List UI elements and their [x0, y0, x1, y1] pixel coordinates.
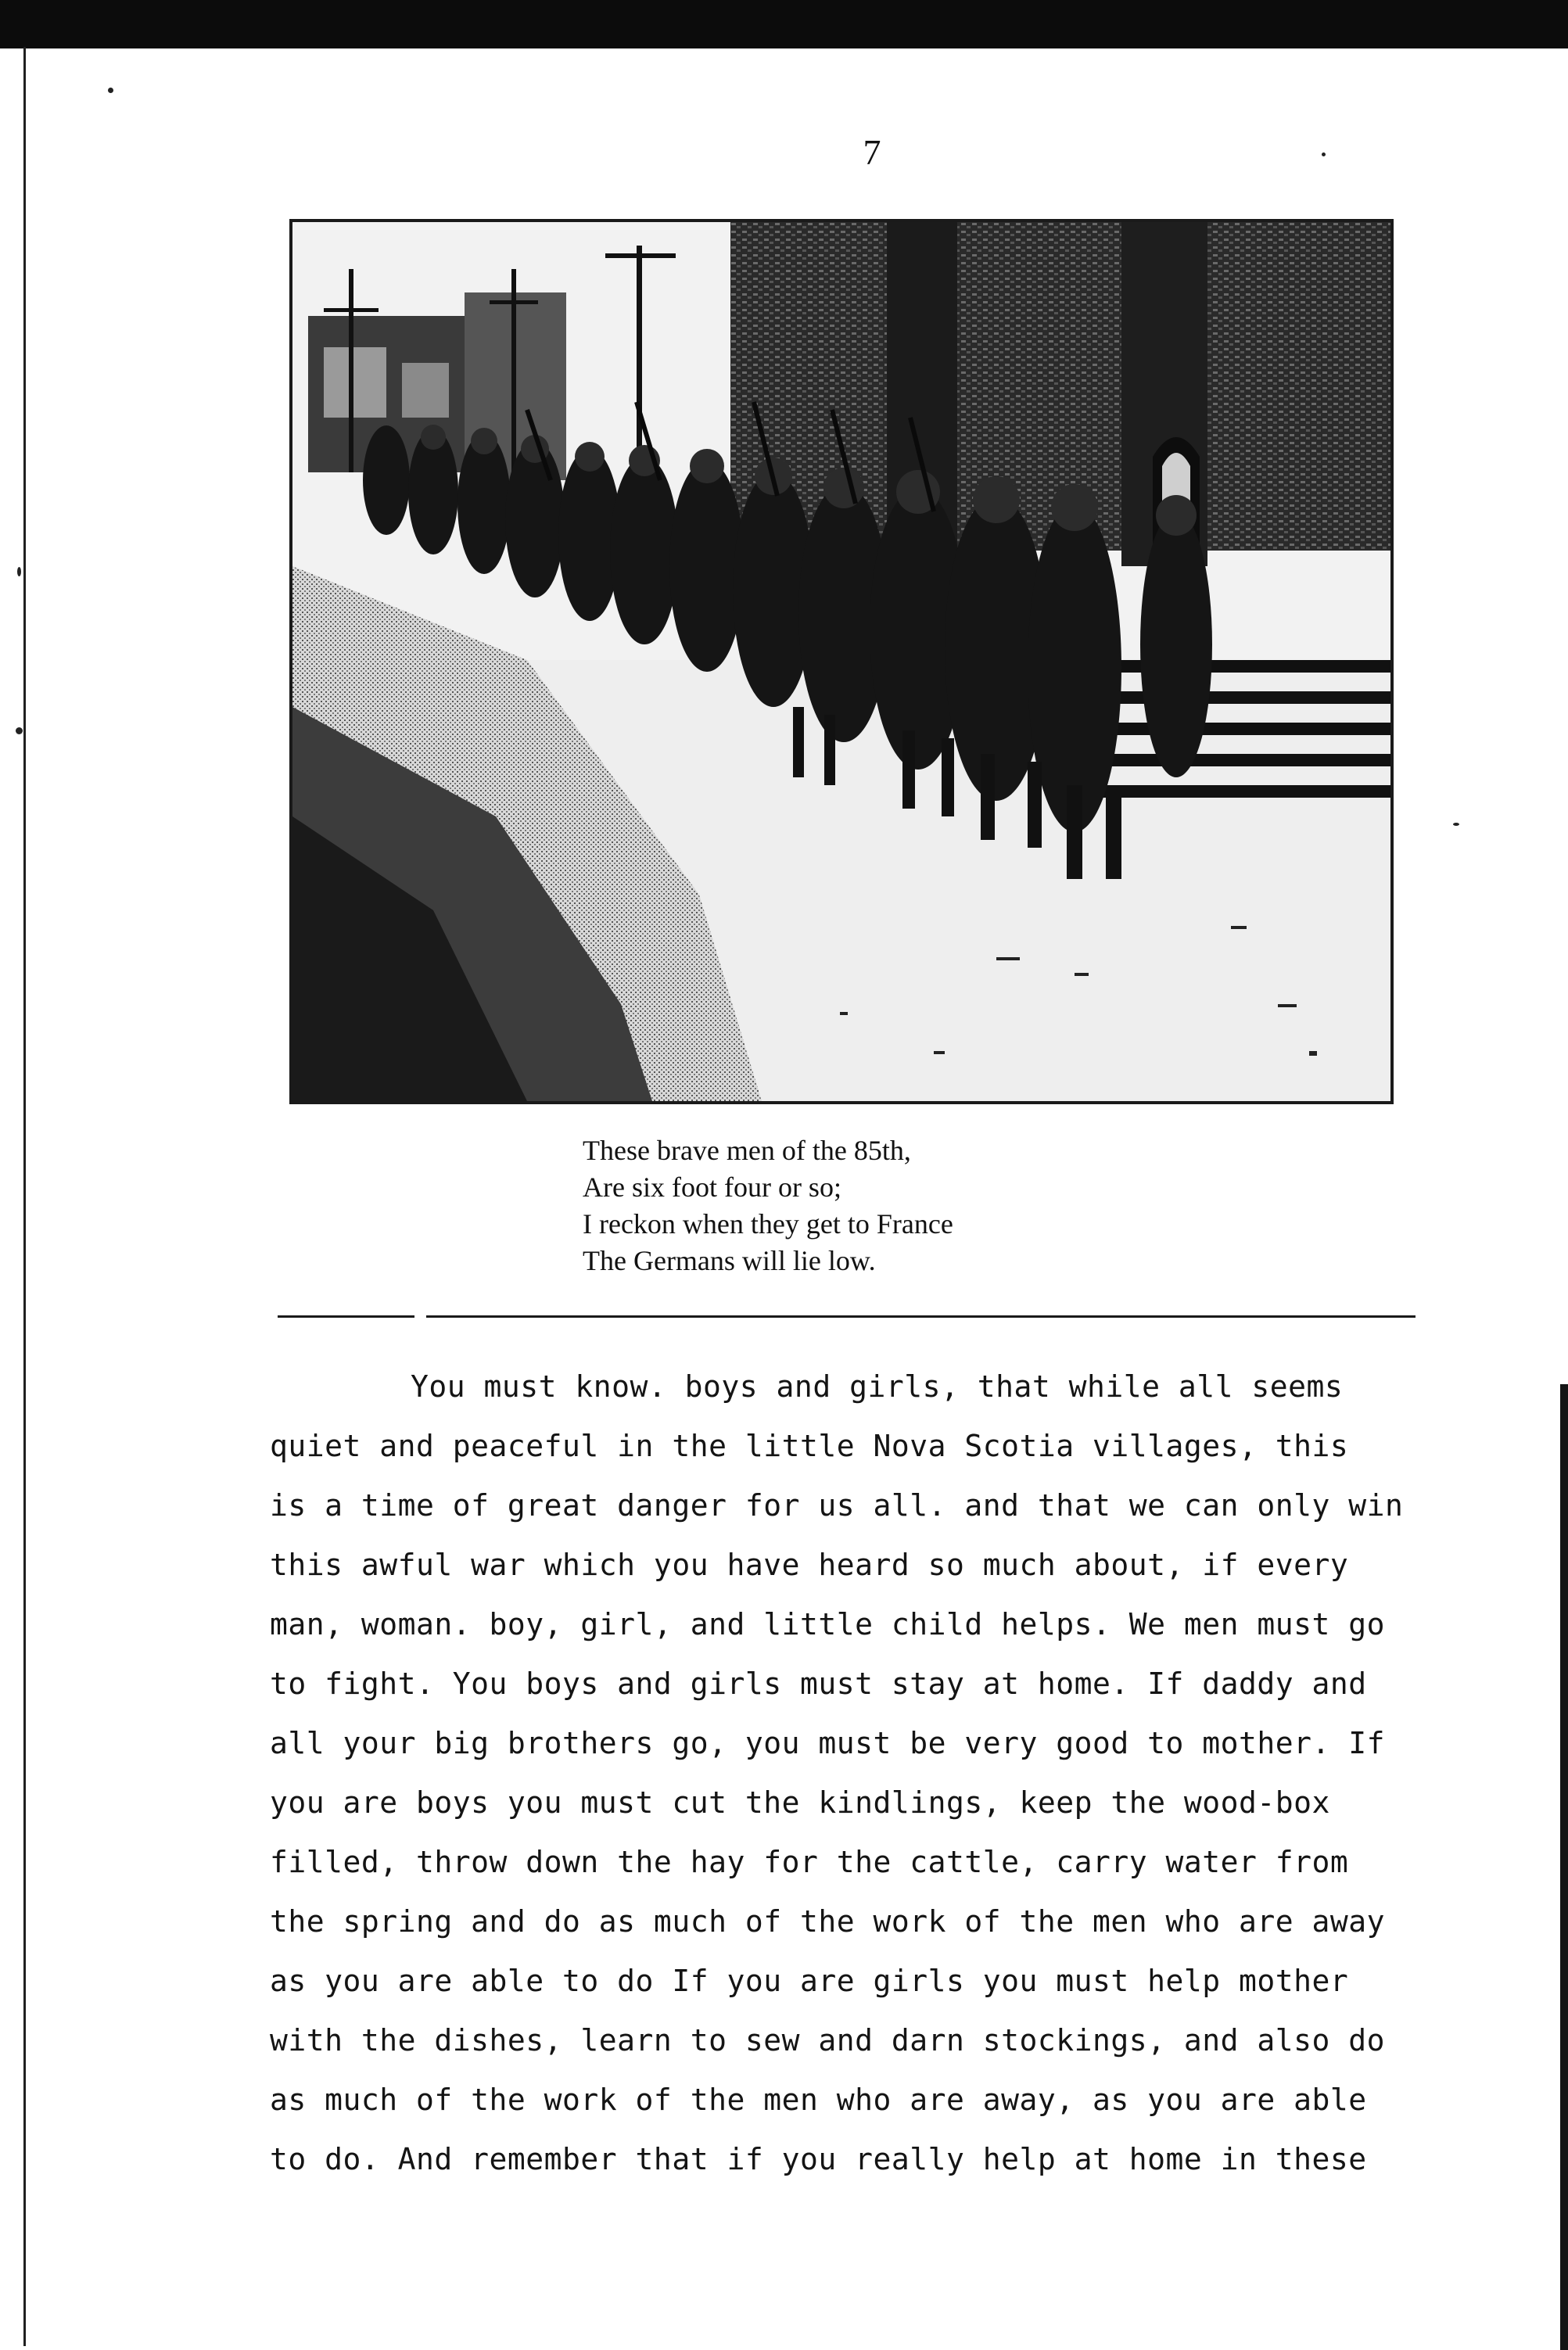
body-line: is a time of great danger for us all. and that we can only win	[270, 1488, 1404, 1523]
caption-line: These brave men of the 85th,	[583, 1135, 911, 1166]
body-line: man, woman. boy, girl, and little child helps. We men must go	[270, 1607, 1386, 1641]
scan-speck	[16, 727, 23, 734]
body-line: You must know. boys and girls, that while all seems	[411, 1369, 1344, 1404]
section-divider	[426, 1315, 1416, 1318]
scan-right-edge-shadow	[1560, 1384, 1568, 2350]
scan-speck	[1322, 152, 1326, 156]
page-number: 7	[863, 132, 881, 172]
scan-left-edge-line	[23, 47, 26, 2346]
body-line: as much of the work of the men who are away, as you are able	[270, 2083, 1367, 2117]
scan-speck	[17, 567, 21, 576]
caption-line: The Germans will lie low.	[583, 1245, 876, 1276]
body-line: to do. And remember that if you really help at home in these	[270, 2142, 1367, 2176]
section-divider	[278, 1315, 414, 1318]
body-line: as you are able to do If you are girls you must help mother	[270, 1964, 1349, 1998]
caption-line: I reckon when they get to France	[583, 1208, 953, 1240]
scan-speck	[1453, 823, 1459, 826]
body-line: with the dishes, learn to sew and darn stockings, and also do	[270, 2023, 1386, 2058]
body-line: filled, throw down the hay for the cattle, carry water from	[270, 1845, 1349, 1879]
photo-soldiers-marching-icon	[292, 222, 1390, 1101]
photo-soldiers-marching	[289, 219, 1394, 1104]
caption-line: Are six foot four or so;	[583, 1171, 841, 1203]
scan-top-border	[0, 0, 1568, 48]
scan-speck	[108, 88, 113, 93]
body-text	[270, 1357, 1419, 2189]
body-line: to fight. You boys and girls must stay at home. If daddy and	[270, 1667, 1367, 1701]
body-line: this awful war which you have heard so much about, if every	[270, 1548, 1349, 1582]
body-line: the spring and do as much of the work of the men who are away	[270, 1904, 1386, 1939]
body-line: quiet and peaceful in the little Nova Scotia villages, this	[270, 1429, 1349, 1463]
body-line: you are boys you must cut the kindlings, keep the wood-box	[270, 1785, 1330, 1820]
photo-caption	[583, 1132, 953, 1279]
body-line: all your big brothers go, you must be very good to mother. If	[270, 1726, 1386, 1760]
